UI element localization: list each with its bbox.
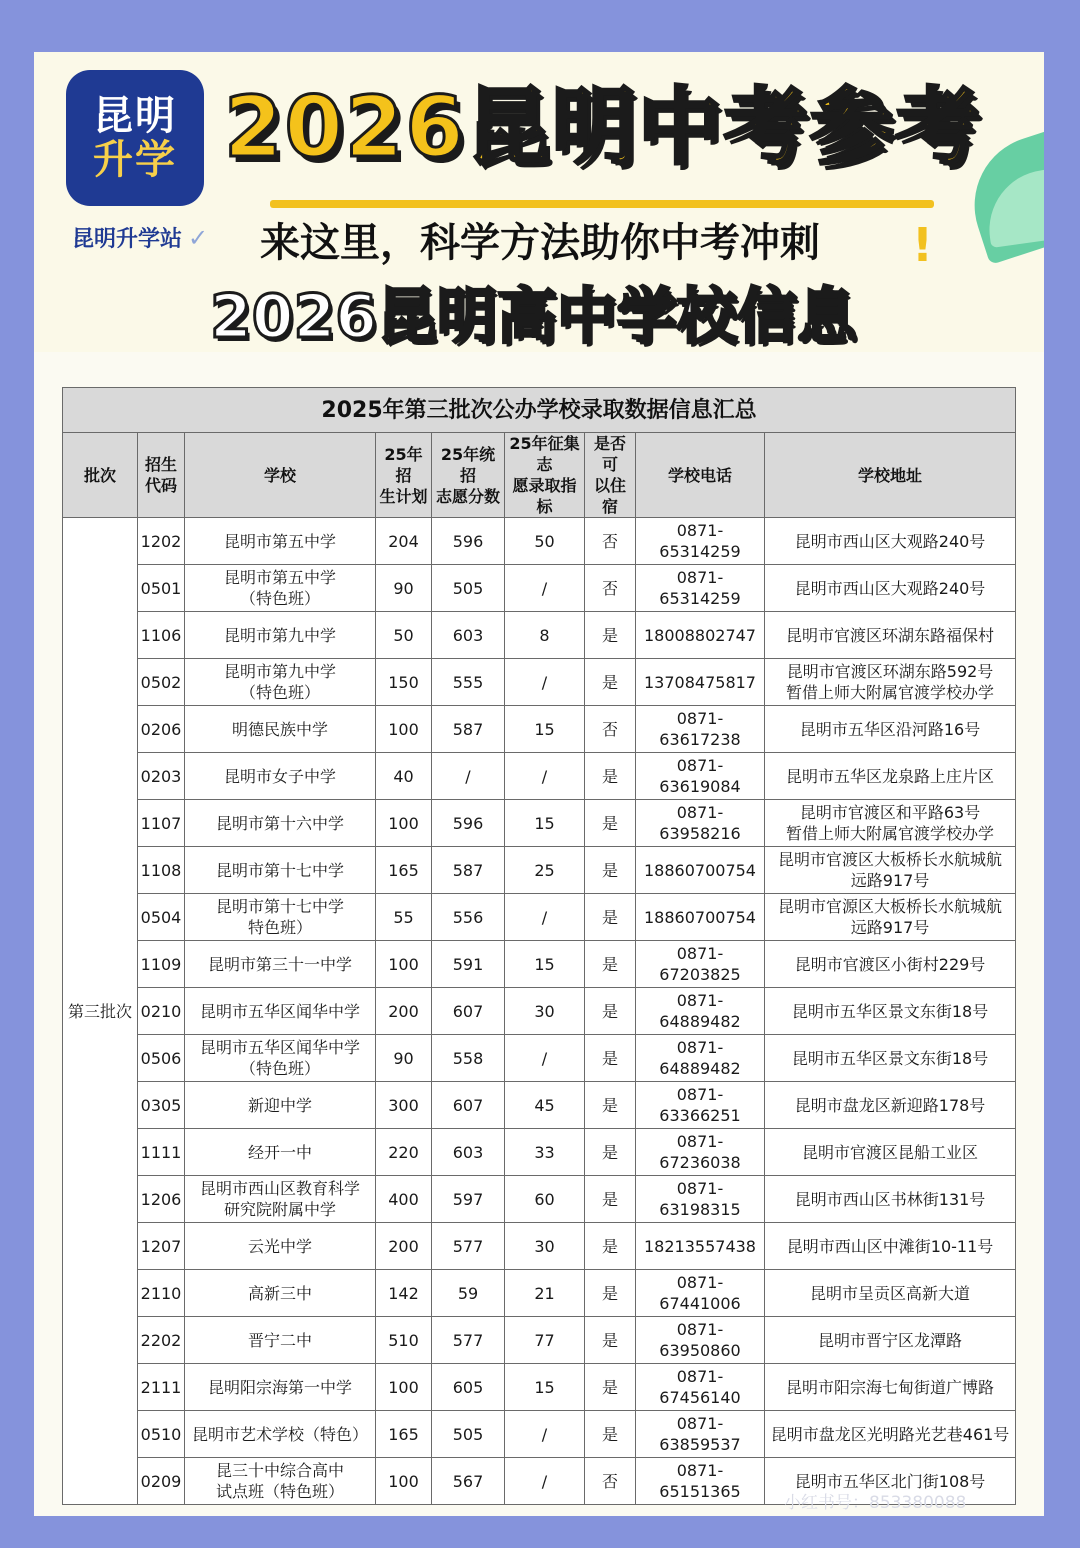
dorm-cell: 是 (585, 1035, 636, 1082)
header-quota: 25年征集志 愿录取指标 (505, 433, 585, 518)
school-cell: 经开一中 (185, 1129, 376, 1176)
code-cell: 0206 (138, 706, 185, 753)
table-row (63, 1082, 1016, 1129)
plan-cell: 40 (376, 753, 432, 800)
watermark: 小红书号：853380088 (784, 1493, 967, 1513)
code-cell: 0210 (138, 988, 185, 1035)
quota-cell: 15 (505, 800, 585, 847)
score-cell: 587 (432, 847, 505, 894)
dorm-cell: 是 (585, 847, 636, 894)
address-cell: 昆明市西山区大观路240号 (765, 518, 1016, 565)
header-address: 学校地址 (765, 433, 1016, 518)
phone-cell: 0871- 67456140 (636, 1364, 765, 1411)
main-title: 2026昆明中考参考 (224, 78, 982, 176)
dorm-cell: 是 (585, 800, 636, 847)
quota-cell: / (505, 753, 585, 800)
table-row (63, 1223, 1016, 1270)
score-cell: 603 (432, 612, 505, 659)
plan-cell: 200 (376, 1223, 432, 1270)
poster-header (34, 52, 1044, 352)
dorm-cell: 是 (585, 1129, 636, 1176)
table-row (63, 1129, 1016, 1176)
table-row (63, 659, 1016, 706)
phone-cell: 0871- 65314259 (636, 518, 765, 565)
dorm-cell: 是 (585, 1411, 636, 1458)
exclamation-mark: ! (912, 218, 933, 272)
plan-cell: 150 (376, 659, 432, 706)
logo-text-top: 昆明 (93, 93, 177, 139)
code-cell: 0209 (138, 1458, 185, 1505)
quota-cell: 25 (505, 847, 585, 894)
quota-cell: 30 (505, 988, 585, 1035)
dorm-cell: 否 (585, 565, 636, 612)
quota-cell: / (505, 565, 585, 612)
brand-logo (66, 70, 204, 206)
table-title: 2025年第三批次公办学校录取数据信息汇总 (63, 388, 1016, 433)
school-cell: 昆明市五华区闻华中学 (185, 988, 376, 1035)
score-cell: 577 (432, 1223, 505, 1270)
header-plan: 25年招 生计划 (376, 433, 432, 518)
dorm-cell: 是 (585, 1364, 636, 1411)
address-cell: 昆明市五华区北门街108号 (765, 1458, 1016, 1505)
dorm-cell: 否 (585, 1458, 636, 1505)
table-row (63, 894, 1016, 941)
score-cell: 577 (432, 1317, 505, 1364)
code-cell: 2110 (138, 1270, 185, 1317)
code-cell: 1106 (138, 612, 185, 659)
address-cell: 昆明市呈贡区高新大道 (765, 1270, 1016, 1317)
address-cell: 昆明市晋宁区龙潭路 (765, 1317, 1016, 1364)
quota-cell: / (505, 1411, 585, 1458)
code-cell: 1206 (138, 1176, 185, 1223)
school-cell: 昆明市第九中学 (185, 612, 376, 659)
dorm-cell: 否 (585, 518, 636, 565)
address-cell: 昆明市五华区龙泉路上庄片区 (765, 753, 1016, 800)
school-cell: 昆三十中综合高中 试点班（特色班） (185, 1458, 376, 1505)
score-cell: 505 (432, 1411, 505, 1458)
score-cell: 596 (432, 800, 505, 847)
score-cell: / (432, 753, 505, 800)
code-cell: 1108 (138, 847, 185, 894)
address-cell: 昆明市官渡区小街村229号 (765, 941, 1016, 988)
school-cell: 昆明阳宗海第一中学 (185, 1364, 376, 1411)
table-row (63, 1270, 1016, 1317)
plan-cell: 100 (376, 706, 432, 753)
table-row (63, 518, 1016, 565)
quota-cell: / (505, 659, 585, 706)
section-title: 2026昆明高中学校信息 (210, 282, 857, 352)
phone-cell: 0871- 64889482 (636, 988, 765, 1035)
dorm-cell: 是 (585, 659, 636, 706)
score-cell: 558 (432, 1035, 505, 1082)
plan-cell: 400 (376, 1176, 432, 1223)
address-cell: 昆明市官渡区昆船工业区 (765, 1129, 1016, 1176)
table-row (63, 612, 1016, 659)
dorm-cell: 是 (585, 941, 636, 988)
plan-cell: 510 (376, 1317, 432, 1364)
address-cell: 昆明市五华区景文东街18号 (765, 1035, 1016, 1082)
plan-cell: 165 (376, 1411, 432, 1458)
title-underline (270, 200, 934, 208)
school-cell: 昆明市第十七中学 特色班） (185, 894, 376, 941)
phone-cell: 18860700754 (636, 847, 765, 894)
table-row (63, 753, 1016, 800)
code-cell: 0203 (138, 753, 185, 800)
plan-cell: 220 (376, 1129, 432, 1176)
plan-cell: 165 (376, 847, 432, 894)
score-cell: 567 (432, 1458, 505, 1505)
phone-cell: 0871- 67236038 (636, 1129, 765, 1176)
school-cell: 明德民族中学 (185, 706, 376, 753)
check-icon: ✓ (188, 223, 209, 252)
phone-cell: 0871- 64889482 (636, 1035, 765, 1082)
phone-cell: 0871- 63366251 (636, 1082, 765, 1129)
school-cell: 高新三中 (185, 1270, 376, 1317)
dorm-cell: 是 (585, 1082, 636, 1129)
quota-cell: 60 (505, 1176, 585, 1223)
quota-cell: 21 (505, 1270, 585, 1317)
phone-cell: 0871- 63950860 (636, 1317, 765, 1364)
code-cell: 0502 (138, 659, 185, 706)
score-cell: 555 (432, 659, 505, 706)
address-cell: 昆明市官渡区大板桥长水航城航 远路917号 (765, 847, 1016, 894)
school-cell: 昆明市第三十一中学 (185, 941, 376, 988)
score-cell: 605 (432, 1364, 505, 1411)
phone-cell: 13708475817 (636, 659, 765, 706)
phone-cell: 0871- 63617238 (636, 706, 765, 753)
quota-cell: 8 (505, 612, 585, 659)
school-cell: 新迎中学 (185, 1082, 376, 1129)
table-row (63, 847, 1016, 894)
table-row (63, 988, 1016, 1035)
table-row (63, 565, 1016, 612)
dorm-cell: 是 (585, 753, 636, 800)
address-cell: 昆明市盘龙区新迎路178号 (765, 1082, 1016, 1129)
phone-cell: 0871- 65314259 (636, 565, 765, 612)
table-row (63, 706, 1016, 753)
score-cell: 603 (432, 1129, 505, 1176)
school-cell: 昆明市第十七中学 (185, 847, 376, 894)
dorm-cell: 是 (585, 612, 636, 659)
table-row (63, 1364, 1016, 1411)
plan-cell: 100 (376, 941, 432, 988)
score-cell: 59 (432, 1270, 505, 1317)
plan-cell: 50 (376, 612, 432, 659)
address-cell: 昆明市西山区中滩街10-11号 (765, 1223, 1016, 1270)
quota-cell: 50 (505, 518, 585, 565)
code-cell: 1202 (138, 518, 185, 565)
quota-cell: 15 (505, 706, 585, 753)
quota-cell: / (505, 1035, 585, 1082)
station-name (72, 222, 208, 253)
code-cell: 2202 (138, 1317, 185, 1364)
quota-cell: / (505, 1458, 585, 1505)
quota-cell: 15 (505, 1364, 585, 1411)
dorm-cell: 是 (585, 894, 636, 941)
address-cell: 昆明市盘龙区光明路光艺巷461号 (765, 1411, 1016, 1458)
header-code: 招生 代码 (138, 433, 185, 518)
school-cell: 昆明市艺术学校（特色） (185, 1411, 376, 1458)
phone-cell: 0871- 63859537 (636, 1411, 765, 1458)
code-cell: 1109 (138, 941, 185, 988)
address-cell: 昆明市五华区沿河路16号 (765, 706, 1016, 753)
address-cell: 昆明市五华区景文东街18号 (765, 988, 1016, 1035)
table-row (63, 1176, 1016, 1223)
plan-cell: 90 (376, 565, 432, 612)
quota-cell: 33 (505, 1129, 585, 1176)
dorm-cell: 是 (585, 1223, 636, 1270)
address-cell: 昆明市官渡区和平路63号 暂借上师大附属官渡学校办学 (765, 800, 1016, 847)
phone-cell: 0871- 67203825 (636, 941, 765, 988)
phone-cell: 0871- 63958216 (636, 800, 765, 847)
quota-cell: 77 (505, 1317, 585, 1364)
plan-cell: 100 (376, 1364, 432, 1411)
school-cell: 昆明市第九中学 （特色班） (185, 659, 376, 706)
table-row (63, 941, 1016, 988)
score-cell: 556 (432, 894, 505, 941)
address-cell: 昆明市西山区书林街131号 (765, 1176, 1016, 1223)
plan-cell: 55 (376, 894, 432, 941)
code-cell: 2111 (138, 1364, 185, 1411)
school-cell: 昆明市五华区闻华中学 （特色班） (185, 1035, 376, 1082)
score-cell: 597 (432, 1176, 505, 1223)
phone-cell: 18213557438 (636, 1223, 765, 1270)
code-cell: 1111 (138, 1129, 185, 1176)
plan-cell: 100 (376, 800, 432, 847)
logo-text-bottom: 升学 (93, 137, 177, 183)
dorm-cell: 是 (585, 988, 636, 1035)
address-cell: 昆明市官渡区环湖东路592号 暂借上师大附属官渡学校办学 (765, 659, 1016, 706)
phone-cell: 0871- 63198315 (636, 1176, 765, 1223)
school-cell: 昆明市女子中学 (185, 753, 376, 800)
code-cell: 0506 (138, 1035, 185, 1082)
address-cell: 昆明市西山区大观路240号 (765, 565, 1016, 612)
code-cell: 0504 (138, 894, 185, 941)
plan-cell: 90 (376, 1035, 432, 1082)
plan-cell: 100 (376, 1458, 432, 1505)
table-row (63, 1317, 1016, 1364)
dorm-cell: 否 (585, 706, 636, 753)
quota-cell: / (505, 894, 585, 941)
address-cell: 昆明市官渡区环湖东路福保村 (765, 612, 1016, 659)
header-score: 25年统招 志愿分数 (432, 433, 505, 518)
score-cell: 607 (432, 988, 505, 1035)
school-cell: 云光中学 (185, 1223, 376, 1270)
score-cell: 587 (432, 706, 505, 753)
code-cell: 1207 (138, 1223, 185, 1270)
header-batch: 批次 (63, 433, 138, 518)
subtitle: 来这里，科学方法助你中考冲刺 (260, 220, 820, 266)
school-cell: 晋宁二中 (185, 1317, 376, 1364)
score-cell: 505 (432, 565, 505, 612)
table-header-row (63, 433, 1016, 518)
header-dorm: 是否可 以住宿 (585, 433, 636, 518)
score-cell: 596 (432, 518, 505, 565)
code-cell: 0501 (138, 565, 185, 612)
plan-cell: 200 (376, 988, 432, 1035)
school-cell: 昆明市西山区教育科学 研究院附属中学 (185, 1176, 376, 1223)
batch-cell: 第三批次 (63, 518, 138, 1505)
table-body (63, 518, 1016, 1505)
phone-cell: 18008802747 (636, 612, 765, 659)
table-row (63, 1035, 1016, 1082)
header-school: 学校 (185, 433, 376, 518)
code-cell: 1107 (138, 800, 185, 847)
school-cell: 昆明市第十六中学 (185, 800, 376, 847)
address-cell: 昆明市阳宗海七甸街道广博路 (765, 1364, 1016, 1411)
quota-cell: 15 (505, 941, 585, 988)
code-cell: 0305 (138, 1082, 185, 1129)
quota-cell: 30 (505, 1223, 585, 1270)
table-row (63, 800, 1016, 847)
phone-cell: 0871- 67441006 (636, 1270, 765, 1317)
plan-cell: 142 (376, 1270, 432, 1317)
school-cell: 昆明市第五中学 (185, 518, 376, 565)
quota-cell: 45 (505, 1082, 585, 1129)
dorm-cell: 是 (585, 1176, 636, 1223)
phone-cell: 18860700754 (636, 894, 765, 941)
address-cell: 昆明市官源区大板桥长水航城航 远路917号 (765, 894, 1016, 941)
dorm-cell: 是 (585, 1270, 636, 1317)
plan-cell: 300 (376, 1082, 432, 1129)
phone-cell: 0871- 65151365 (636, 1458, 765, 1505)
header-phone: 学校电话 (636, 433, 765, 518)
admission-table (62, 387, 1016, 1505)
station-label: 昆明升学站 (72, 227, 183, 252)
school-cell: 昆明市第五中学 （特色班） (185, 565, 376, 612)
score-cell: 591 (432, 941, 505, 988)
score-cell: 607 (432, 1082, 505, 1129)
dorm-cell: 是 (585, 1317, 636, 1364)
plan-cell: 204 (376, 518, 432, 565)
code-cell: 0510 (138, 1411, 185, 1458)
phone-cell: 0871- 63619084 (636, 753, 765, 800)
table-row (63, 1411, 1016, 1458)
